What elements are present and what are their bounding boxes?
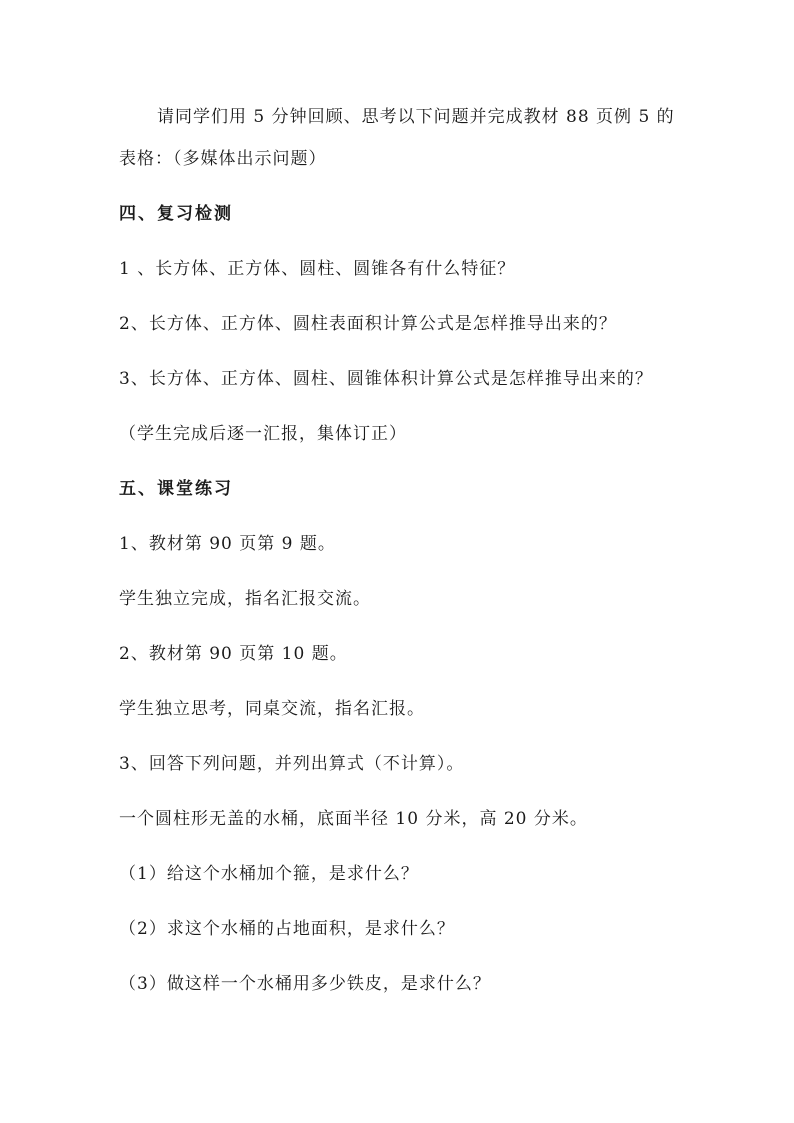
section-5-heading: 五、课堂练习 (119, 479, 233, 499)
sub-question-2: （2）求这个水桶的占地面积，是求什么？ (119, 919, 455, 939)
question-3: 3、长方体、正方体、圆柱、圆锥体积计算公式是怎样推导出来的？ (119, 369, 653, 389)
exercise-3: 3、回答下列问题，并列出算式（不计算）。 (119, 754, 465, 774)
exercise-2-note: 学生独立思考，同桌交流，指名汇报。 (119, 699, 425, 719)
intro-line-2: 表格：（多媒体出示问题） (119, 149, 327, 169)
exercise-1-note: 学生独立完成，指名汇报交流。 (119, 589, 371, 609)
section-4-heading: 四、复习检测 (119, 204, 233, 224)
question-2: 2、长方体、正方体、圆柱表面积计算公式是怎样推导出来的？ (119, 314, 617, 334)
sub-question-1: （1）给这个水桶加个箍，是求什么？ (119, 864, 419, 884)
problem-statement: 一个圆柱形无盖的水桶，底面半径 10 分米，高 20 分米。 (119, 809, 588, 829)
intro-line-1: 请同学们用 5 分钟回顾、思考以下问题并完成教材 88 页例 5 的 (157, 107, 675, 127)
exercise-1: 1、教材第 90 页第 9 题。 (119, 534, 336, 554)
exercise-2: 2、教材第 90 页第 10 题。 (119, 644, 348, 664)
sub-question-3: （3）做这样一个水桶用多少铁皮，是求什么？ (119, 974, 491, 994)
review-note: （学生完成后逐一汇报，集体订正） (119, 424, 407, 444)
question-1: 1 、长方体、正方体、圆柱、圆锥各有什么特征？ (119, 259, 516, 279)
